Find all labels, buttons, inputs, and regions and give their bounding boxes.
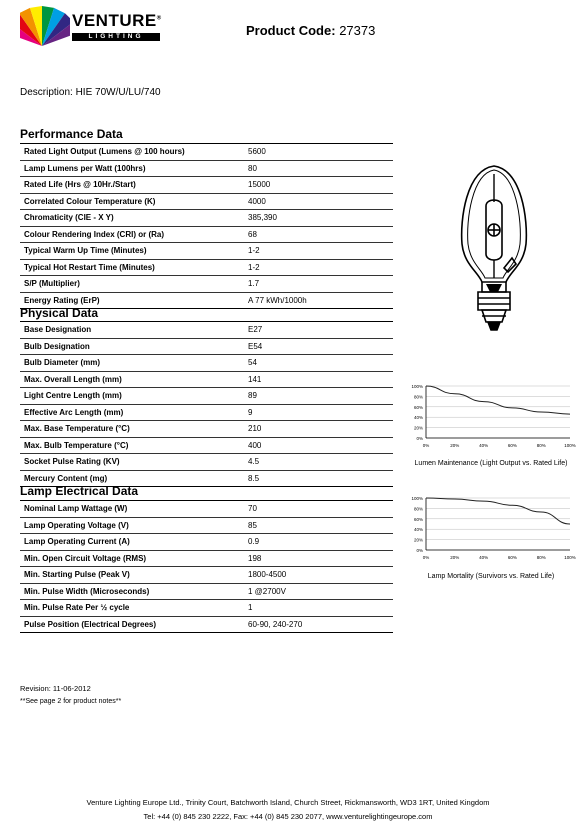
table-row [20,371,393,388]
table-row [20,583,393,600]
venture-lighting-logo [20,6,160,50]
spec-value: 210 [244,421,393,438]
spec-label: Bulb Diameter (mm) [20,355,244,372]
table-row [20,534,393,551]
brand-name: VENTURE® [72,11,162,30]
lamp-bulb-illustration [448,160,540,340]
spec-value: 5600 [244,144,393,161]
spec-label: Energy Rating (ErP) [20,292,244,309]
product-notes-reference: **See page 2 for product notes** [20,698,122,705]
table-row [20,421,393,438]
y-tick-label: 100% [411,384,423,389]
x-tick-label: 0% [422,555,430,560]
y-tick-label: 80% [413,506,423,512]
x-tick-label: 100% [564,443,576,448]
table-row [20,226,393,243]
y-tick-label: 40% [413,527,423,533]
table-row [20,388,393,405]
spec-label: Effective Arc Length (mm) [20,404,244,421]
y-tick-label: 60% [413,404,423,410]
footer-contact: Tel: +44 (0) 845 230 2222, Fax: +44 (0) 845 230 2077, www.venturelightingeurope.com [143,812,433,821]
spec-label: Max. Overall Length (mm) [20,371,244,388]
revision-date: Revision: 11-06-2012 [20,684,91,693]
spec-value: 89 [244,388,393,405]
lamp-mortality-caption: Lamp Mortality (Survivors vs. Rated Life) [427,573,555,580]
spec-label: Mercury Content (mg) [20,470,244,487]
table-row [20,322,393,339]
spec-label: Min. Pulse Width (Microseconds) [20,583,244,600]
spec-label: Pulse Position (Electrical Degrees) [20,616,244,633]
table-row [20,177,393,194]
table-row [20,550,393,567]
spec-label: Light Centre Length (mm) [20,388,244,405]
lamp-mortality-chart [400,492,576,568]
spec-value: 1-2 [244,259,393,276]
footer-address: Venture Lighting Europe Ltd., Trinity Court, Batchworth Island, Church Street, Rickmansworth, WD3 1RT, United Kingdom [86,798,490,807]
spec-label: Min. Open Circuit Voltage (RMS) [20,550,244,567]
electrical-table [20,500,393,633]
spec-label: Nominal Lamp Wattage (W) [20,501,244,518]
spec-label: Lamp Lumens per Watt (100hrs) [20,160,244,177]
lumen-maintenance-chart [400,380,576,456]
spec-label: Min. Pulse Rate Per ½ cycle [20,600,244,617]
table-row [20,600,393,617]
table-row [20,243,393,260]
spec-label: Lamp Operating Voltage (V) [20,517,244,534]
spec-value: 68 [244,226,393,243]
spec-label: S/P (Multiplier) [20,276,244,293]
y-tick-label: 60% [413,516,423,522]
spec-label: Base Designation [20,322,244,339]
lumen-maintenance-caption: Lumen Maintenance (Light Output vs. Rated Life) [414,460,568,467]
spec-label: Socket Pulse Rating (KV) [20,454,244,471]
x-tick-label: 0% [422,443,430,448]
brand-subtitle: LIGHTING [72,33,160,41]
y-tick-label: 40% [413,415,423,421]
table-row [20,338,393,355]
spec-label: Max. Base Temperature (°C) [20,421,244,438]
table-row [20,259,393,276]
product-code [246,23,375,38]
x-tick-label: 60% [507,555,517,560]
spec-value: 85 [244,517,393,534]
product-code-value: 27373 [339,23,376,38]
performance-title: Performance Data [20,127,123,141]
x-tick-label: 100% [564,555,576,560]
spec-label: Lamp Operating Current (A) [20,534,244,551]
table-row [20,567,393,584]
spec-value: 80 [244,160,393,177]
color-fan-icon [20,6,70,50]
spec-label: Typical Hot Restart Time (Minutes) [20,259,244,276]
spec-value: 385,390 [244,210,393,227]
spec-value: 1800-4500 [244,567,393,584]
table-row [20,355,393,372]
spec-label: Rated Light Output (Lumens @ 100 hours) [20,144,244,161]
product-code-label: Product Code: [246,23,336,38]
x-tick-label: 20% [450,555,460,560]
spec-value: 1 @2700V [244,583,393,600]
y-tick-label: 20% [413,537,423,543]
physical-table [20,321,393,487]
spec-value: 1-2 [244,243,393,260]
table-row [20,276,393,293]
table-row [20,404,393,421]
spec-value: 54 [244,355,393,372]
description: Description: HIE 70W/U/LU/740 [20,87,161,98]
table-row [20,501,393,518]
performance-table [20,143,393,309]
table-row [20,616,393,633]
spec-label: Chromaticity (CIE - X Y) [20,210,244,227]
series-line [426,386,570,414]
x-tick-label: 40% [479,443,489,448]
x-tick-label: 80% [536,555,546,560]
spec-value: 15000 [244,177,393,194]
spec-value: 198 [244,550,393,567]
spec-value: A 77 kWh/1000h [244,292,393,309]
spec-value: 60-90, 240-270 [244,616,393,633]
spec-value: E27 [244,322,393,339]
spec-label: Min. Starting Pulse (Peak V) [20,567,244,584]
x-tick-label: 80% [536,443,546,448]
y-tick-label: 80% [413,394,423,400]
physical-title: Physical Data [20,306,99,320]
y-tick-label: 20% [413,425,423,431]
spec-value: 4000 [244,193,393,210]
spec-value: 1 [244,600,393,617]
spec-value: 400 [244,437,393,454]
x-tick-label: 40% [479,555,489,560]
table-row [20,517,393,534]
spec-label: Colour Rendering Index (CRI) or (Ra) [20,226,244,243]
y-tick-label: 0% [416,436,423,441]
spec-label: Max. Bulb Temperature (°C) [20,437,244,454]
spec-value: E54 [244,338,393,355]
y-tick-label: 100% [411,496,423,501]
table-row [20,454,393,471]
table-row [20,437,393,454]
electrical-title: Lamp Electrical Data [20,484,139,498]
spec-label: Rated Life (Hrs @ 10Hr./Start) [20,177,244,194]
table-row [20,144,393,161]
table-row [20,210,393,227]
spec-value: 8.5 [244,470,393,487]
spec-value: 0.9 [244,534,393,551]
spec-value: 1.7 [244,276,393,293]
spec-value: 9 [244,404,393,421]
series-line [426,498,570,524]
spec-label: Correlated Colour Temperature (K) [20,193,244,210]
x-tick-label: 20% [450,443,460,448]
table-row [20,160,393,177]
y-tick-label: 0% [416,548,423,553]
spec-label: Typical Warm Up Time (Minutes) [20,243,244,260]
x-tick-label: 60% [507,443,517,448]
table-row [20,193,393,210]
spec-value: 70 [244,501,393,518]
spec-label: Bulb Designation [20,338,244,355]
spec-value: 141 [244,371,393,388]
spec-value: 4.5 [244,454,393,471]
